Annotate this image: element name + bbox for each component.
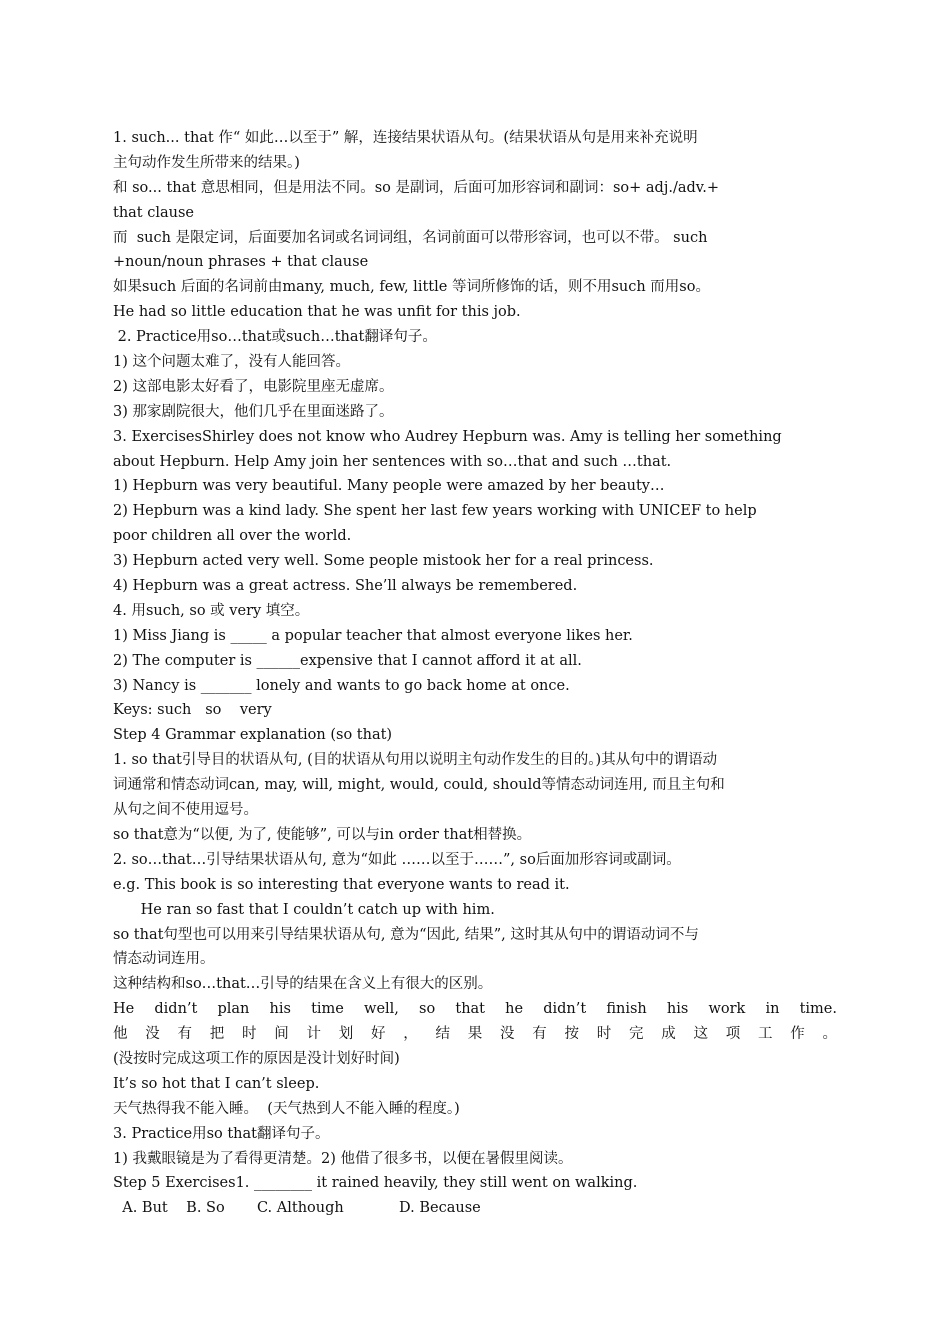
text-line: 2) 这部电影太好看了，电影院里座无虚席。 [113, 378, 394, 395]
text-line: 1. such... that 作“ 如此…以至于” 解，连接结果状语从句。(结果状语从句是用来补充说明 [113, 130, 698, 146]
text-line: 词通常和情态动词can, may, will, might, would, could, should等情态动词连用, 而且主句和 [113, 777, 725, 794]
text-line: Step 5 Exercises1. ________ it rained heavily, they still went on walking. [113, 1175, 638, 1192]
text-line: 这种结构和so…that…引导的结果在含义上有很大的区别。 [113, 976, 493, 993]
text-line: 情态动词连用。 [113, 951, 215, 968]
text-line: It’s so hot that I can’t sleep. [113, 1075, 320, 1092]
text-line: 4. 用such, so 或 very 填空。 [113, 602, 310, 619]
text-line: +noun/noun phrases + that clause [113, 254, 369, 271]
text-line: 1) 我戴眼镜是为了看得更清楚。2) 他借了很多书，以便在暑假里阅读。 [113, 1150, 573, 1167]
text-line: poor children all over the world. [113, 528, 352, 545]
document-body [113, 126, 837, 1221]
text-line: 1) 这个问题太难了，没有人能回答。 [113, 354, 350, 371]
text-line: 从句之间不使用逗号。 [113, 802, 258, 819]
text-line: 主句动作发生所带来的结果。) [113, 154, 300, 171]
text-line: so that意为“以便, 为了, 使能够”, 可以与in order that相替换。 [113, 826, 532, 843]
text-line: 3. Practice用so that翻译句子。 [113, 1125, 330, 1142]
text-line: He ran so fast that I couldn’t catch up with him. [113, 901, 495, 918]
text-line: 2. Practice用so…that或such…that翻译句子。 [113, 329, 437, 346]
text-line: 3) 那家剧院很大，他们几乎在里面迷路了。 [113, 403, 394, 420]
text-line: 天气热得我不能入睡。 (天气热到人不能入睡的程度。) [113, 1100, 460, 1117]
text-line: so that句型也可以用来引导结果状语从句, 意为“因此, 结果”, 这时其从句中的谓语动词不与 [113, 926, 699, 943]
text-line: that clause [113, 204, 195, 221]
text-line: about Hepburn. Help Amy join her sentences with so…that and such …that. [113, 453, 672, 470]
text-line: He didn’t plan his time well, so that he didn’t finish his work in time. [113, 1001, 837, 1018]
text-line: Step 4 Grammar explanation (so that) [113, 727, 393, 744]
text-line: A. But B. So C. Although D. Because [113, 1200, 481, 1217]
text-line: 2) The computer is ______expensive that I cannot afford it at all. [113, 652, 582, 669]
text-line: 和 so... that 意思相同，但是用法不同。so 是副词，后面可加形容词和副词：so+ adj./adv.+ [113, 179, 719, 196]
text-line: 2) Hepburn was a kind lady. She spent her last few years working with UNICEF to help [113, 503, 757, 520]
text-line: He had so little education that he was unfit for this job. [113, 304, 521, 321]
text-line: (没按时完成这项工作的原因是没计划好时间) [113, 1050, 400, 1067]
text-line: 如果such 后面的名词前由many, much, few, little 等词所修饰的话，则不用such 而用so。 [113, 279, 710, 296]
text-line: 3) Hepburn acted very well. Some people mistook her for a real princess. [113, 553, 654, 570]
text-line: Keys: such so very [113, 702, 272, 719]
text-line: 4) Hepburn was a great actress. She’ll always be remembered. [113, 578, 578, 595]
text-line: 而 such 是限定词，后面要加名词或名词词组，名词前面可以带形容词，也可以不带。 such [113, 229, 708, 246]
text-line: 3) Nancy is _______ lonely and wants to go back home at once. [113, 677, 570, 694]
text-line: 1) Miss Jiang is _____ a popular teacher that almost everyone likes her. [113, 627, 633, 644]
text-line: 2. so…that…引导结果状语从句, 意为“如此 ……以至于……”, so后面加形容词或副词。 [113, 851, 681, 868]
text-line: 他 没 有 把 时 间 计 划 好 ， 结 果 没 有 按 时 完 成 这 项 工 作 。 [113, 1026, 837, 1043]
text-line: 1) Hepburn was very beautiful. Many people were amazed by her beauty… [113, 478, 665, 495]
text-line: e.g. This book is so interesting that everyone wants to read it. [113, 876, 570, 893]
text-line: 3. ExercisesShirley does not know who Audrey Hepburn was. Amy is telling her something [113, 428, 782, 445]
text-line: 1. so that引导目的状语从句, (目的状语从句用以说明主句动作发生的目的。)其从句中的谓语动 [113, 752, 718, 769]
